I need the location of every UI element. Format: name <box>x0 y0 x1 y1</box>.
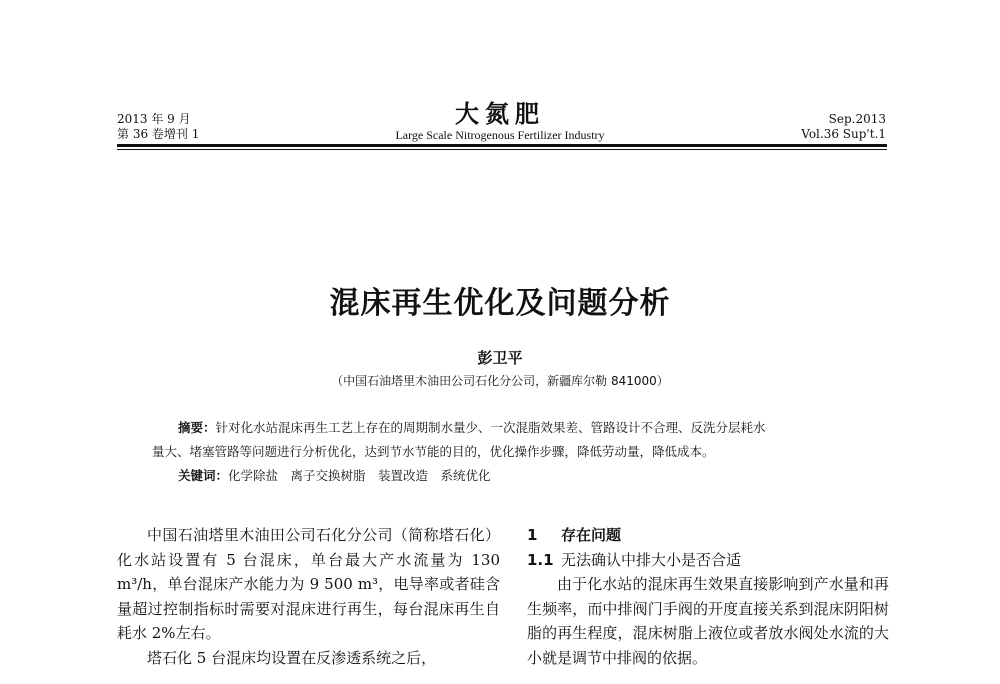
article-author: 彭卫平 <box>477 349 523 367</box>
abstract-line-1 <box>178 418 878 438</box>
subsection-title: 无法确认中排大小是否合适 <box>561 550 742 569</box>
header-right <box>801 112 886 142</box>
body-paragraph: 中国石油塔里木油田公司石化分公司（简称塔石化）化水站设置有 5 台混床，单台最大产水流量为 130 m³/h，单台混床产水能力为 9 500 m³，电导率或者硅含量超过控制指标时需要对混床进行再生，每台混床再生自耗水 2%左右。 <box>117 526 500 642</box>
abstract-text-2: 量大、堵塞管路等问题进行分析优化，达到节水节能的目的，优化操作步骤，降低劳动量，降低成本。 <box>152 444 715 459</box>
section-title: 存在问题 <box>561 526 622 544</box>
subsection-heading <box>527 548 889 573</box>
issue-date-en: Sep.2013 <box>828 112 886 126</box>
subsection-number: 1.1 <box>527 550 554 569</box>
journal-name: Large Scale Nitrogenous Fertilizer Industry <box>395 128 605 142</box>
section-heading <box>527 523 889 548</box>
article-title: 混床再生优化及问题分析 <box>329 286 671 321</box>
issue-volume-en: Vol.36 Sup't.1 <box>801 127 886 141</box>
journal-logo: 大氮肥 <box>455 99 545 128</box>
body-paragraph: 由于化水站的混床再生效果直接影响到产水量和再生频率，而中排阀门手阀的开度直接关系到混床阴阳树脂的再生程度，混床树脂上液位或者放水阀处水流的大小就是调节中排阀的依据。 <box>527 575 889 667</box>
body-column-left <box>117 523 500 670</box>
header-left <box>117 112 199 142</box>
header-rule-thick <box>117 144 887 147</box>
abstract-label: 摘要： <box>178 420 216 435</box>
body-paragraph: 塔石化 5 台混床均设置在反渗透系统之后， <box>147 648 437 667</box>
keywords-label: 关键词： <box>178 468 229 483</box>
keywords-line <box>178 466 903 486</box>
issue-date: 2013 年 9 月 <box>117 112 191 126</box>
abstract-line-2 <box>152 442 877 462</box>
keywords-text: 化学除盐 离子交换树脂 装置改造 系统优化 <box>228 468 491 483</box>
issue-volume: 第 36 卷增刊 1 <box>117 127 200 141</box>
author-affiliation: （中国石油塔里木油田公司石化分公司，新疆库尔勒 841000） <box>331 374 669 388</box>
body-column-right <box>527 523 889 670</box>
header-rule-thin <box>117 149 887 150</box>
journal-masthead <box>300 100 700 142</box>
abstract-text-1: 针对化水站混床再生工艺上存在的周期制水量少、一次混脂效果差、管路设计不合理、反洗分层耗水 <box>215 420 766 435</box>
section-number: 1 <box>527 526 538 544</box>
